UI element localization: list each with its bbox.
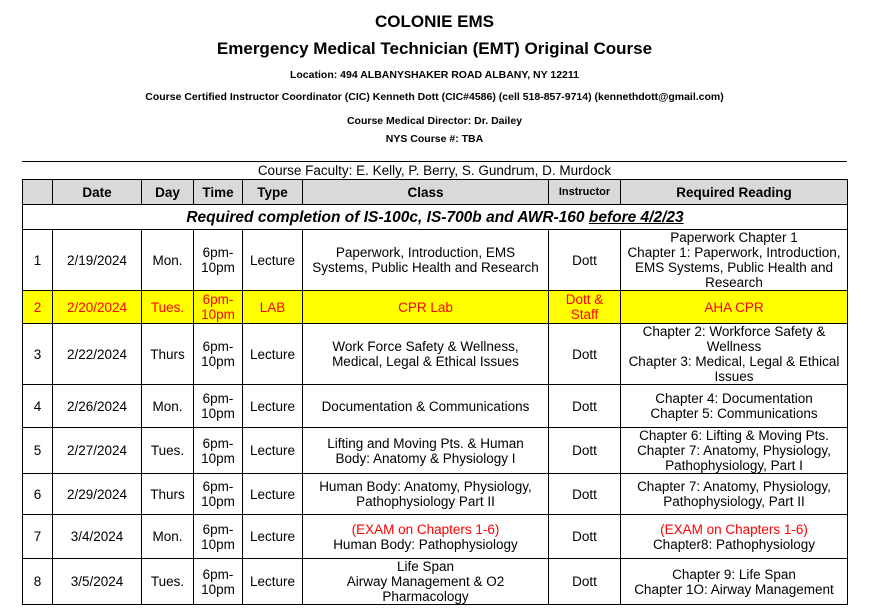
column-header-day: Day [142, 180, 194, 205]
cell-instructor [549, 474, 621, 515]
cell-time [194, 428, 243, 474]
table-row [23, 385, 848, 428]
cell-date: 2/27/2024 [53, 428, 142, 474]
time-line: 10pm [201, 354, 235, 369]
table-row [23, 515, 848, 559]
cell-number: 4 [23, 385, 53, 428]
cell-class [303, 385, 549, 428]
class-line: Human Body: Pathophysiology [333, 536, 518, 552]
cell-day: Mon. [142, 230, 194, 291]
cell-number: 8 [23, 559, 53, 605]
reading-line: Chapter 1O: Airway Management [634, 581, 834, 597]
class-line: Medical, Legal & Ethical Issues [332, 354, 519, 369]
reading-line: Chapter 6: Lifting & Moving Pts. [639, 428, 829, 443]
cell-number: 6 [23, 474, 53, 515]
cell-day: Tues. [142, 428, 194, 474]
cell-reading [621, 324, 848, 385]
cell-number: 7 [23, 515, 53, 559]
table-row [23, 474, 848, 515]
cell-class [303, 559, 549, 605]
cell-time [194, 559, 243, 605]
reading-line: Issues [714, 369, 754, 384]
cell-day: Tues. [142, 291, 194, 324]
reading-exam-note: (EXAM on Chapters 1-6) [660, 521, 808, 537]
reading-line: Research [705, 275, 763, 290]
column-header-class: Class [303, 180, 549, 205]
organization-title: COLONIE EMS [374, 12, 494, 31]
time-line: 10pm [201, 450, 235, 466]
cell-reading [621, 474, 848, 515]
schedule-table [22, 179, 848, 605]
cell-date: 2/29/2024 [53, 474, 142, 515]
cell-date: 2/22/2024 [53, 324, 142, 385]
cell-time [194, 324, 243, 385]
cell-instructor [549, 515, 621, 559]
reading-line: AHA CPR [704, 299, 764, 315]
class-line: Body: Anatomy & Physiology I [335, 450, 516, 466]
cell-type: LAB [243, 291, 303, 324]
reading-line: EMS Systems, Public Health and [634, 260, 834, 275]
cell-instructor [549, 230, 621, 291]
cell-class [303, 428, 549, 474]
cell-time [194, 474, 243, 515]
time-line: 10pm [201, 494, 235, 509]
requirement-note-text: Required completion of IS-100c, IS-700b and AWR-160 [186, 208, 589, 226]
cell-class [303, 474, 549, 515]
time-line: 10pm [201, 536, 235, 552]
reading-line: Chapter 7: Anatomy, Physiology, [637, 479, 831, 494]
class-line: Work Force Safety & Wellness, [332, 339, 519, 354]
reading-line: Chapter 7: Anatomy, Physiology, [637, 443, 831, 458]
time-line: 6pm- [202, 391, 234, 406]
time-line: 10pm [201, 581, 235, 597]
cell-date: 3/4/2024 [53, 515, 142, 559]
cell-date: 3/5/2024 [53, 559, 142, 605]
reading-line: Paperwork Chapter 1 [670, 230, 798, 245]
cell-day: Mon. [142, 385, 194, 428]
cell-date: 2/26/2024 [53, 385, 142, 428]
instructor-line: Staff [570, 307, 599, 322]
instructor-line: Dott [572, 443, 597, 458]
cell-time [194, 385, 243, 428]
cell-number: 3 [23, 324, 53, 385]
class-line: Lifting and Moving Pts. & Human [327, 435, 524, 451]
table-row [23, 230, 848, 291]
table-header-row [23, 180, 848, 205]
cell-date: 2/20/2024 [53, 291, 142, 324]
cell-day: Tues. [142, 559, 194, 605]
reading-line: Chapter 2: Workforce Safety & [642, 324, 826, 339]
reading-line: Pathophysiology, Part II [663, 494, 805, 509]
cell-instructor [549, 324, 621, 385]
reading-line: Wellness [706, 339, 762, 354]
cell-day: Thurs [142, 324, 194, 385]
column-header-reading: Required Reading [621, 180, 848, 205]
cell-time [194, 291, 243, 324]
cell-reading [621, 385, 848, 428]
reading-line: Pathophysiology, Part I [665, 458, 803, 473]
reading-line: Chapter 5: Communications [650, 406, 818, 421]
instructor-line: Dott [572, 398, 597, 414]
cell-date: 2/19/2024 [53, 230, 142, 291]
cell-day: Thurs [142, 474, 194, 515]
reading-line: Chapter 4: Documentation [655, 391, 813, 406]
requirement-note-row [23, 205, 848, 230]
instructor-line: Dott [572, 529, 597, 544]
time-line: 6pm- [202, 521, 234, 537]
class-line: Pathophysiology Part II [356, 494, 495, 509]
class-line: CPR Lab [398, 299, 453, 315]
time-line: 10pm [201, 260, 235, 275]
cell-instructor [549, 559, 621, 605]
class-line: Life Span [396, 559, 455, 574]
cell-type: Lecture [243, 515, 303, 559]
requirement-deadline: before 4/2/23 [588, 208, 684, 226]
time-line: 6pm- [202, 339, 234, 354]
column-header-time: Time [194, 180, 243, 205]
cell-class [303, 230, 549, 291]
column-header-date: Date [53, 180, 142, 205]
cell-instructor [549, 428, 621, 474]
cell-time [194, 515, 243, 559]
time-line: 6pm- [202, 245, 234, 260]
reading-line: Chapter8: Pathophysiology [652, 536, 816, 552]
cell-instructor [549, 385, 621, 428]
table-row [23, 428, 848, 474]
cell-type: Lecture [243, 324, 303, 385]
reading-line: Chapter 1: Paperwork, Introduction, [627, 245, 841, 260]
reading-line: Chapter 3: Medical, Legal & Ethical [628, 354, 840, 369]
cell-reading [621, 559, 848, 605]
cell-type: Lecture [243, 474, 303, 515]
cell-type: Lecture [243, 230, 303, 291]
table-row [23, 559, 848, 605]
cell-reading [621, 230, 848, 291]
time-line: 6pm- [202, 435, 234, 451]
class-line: Systems, Public Health and Research [312, 260, 539, 275]
cell-reading [621, 291, 848, 324]
class-line: Human Body: Anatomy, Physiology, [319, 479, 532, 494]
cell-time [194, 230, 243, 291]
column-header-type: Type [243, 180, 303, 205]
course-title: Emergency Medical Technician (EMT) Original Course [216, 39, 653, 58]
cell-reading [621, 515, 848, 559]
cell-type: Lecture [243, 385, 303, 428]
nys-course-number: NYS Course #: TBA [385, 133, 484, 145]
course-location: Location: 494 ALBANYSHAKER ROAD ALBANY, NY 12211 [289, 69, 579, 81]
course-coordinator: Course Certified Instructor Coordinator (CIC) Kenneth Dott (CIC#4586) (cell 518-857-9714) (kennethdott@gmail.com) [145, 91, 724, 103]
time-line: 10pm [201, 307, 235, 322]
cell-type: Lecture [243, 559, 303, 605]
class-exam-note: (EXAM on Chapters 1-6) [351, 521, 500, 537]
reading-line: Chapter 9: Life Span [672, 566, 796, 582]
instructor-line: Dott [572, 486, 597, 502]
medical-director: Course Medical Director: Dr. Dailey [346, 115, 523, 127]
column-header-instructor: Instructor [549, 180, 621, 205]
instructor-line: Dott & [565, 292, 604, 307]
class-line: Documentation & Communications [321, 398, 530, 414]
cell-reading [621, 428, 848, 474]
cell-number: 1 [23, 230, 53, 291]
instructor-line: Dott [572, 252, 597, 268]
cell-class [303, 291, 549, 324]
time-line: 6pm- [202, 292, 234, 307]
class-line: Airway Management & O2 [346, 574, 505, 589]
cell-number: 5 [23, 428, 53, 474]
course-faculty: Course Faculty: E. Kelly, P. Berry, S. Gundrum, D. Murdock [257, 163, 612, 178]
cell-instructor [549, 291, 621, 324]
instructor-line: Dott [572, 574, 597, 589]
cell-class [303, 324, 549, 385]
instructor-line: Dott [572, 346, 597, 362]
time-line: 6pm- [202, 566, 234, 582]
class-line: Pharmacology [382, 589, 469, 604]
cell-number: 2 [23, 291, 53, 324]
time-line: 10pm [201, 406, 235, 421]
requirement-note [23, 205, 848, 230]
table-row [23, 324, 848, 385]
time-line: 6pm- [202, 479, 234, 494]
cell-class [303, 515, 549, 559]
cell-type: Lecture [243, 428, 303, 474]
table-row [23, 291, 848, 324]
column-header-number [23, 180, 53, 205]
cell-day: Mon. [142, 515, 194, 559]
class-line: Paperwork, Introduction, EMS [335, 245, 516, 260]
